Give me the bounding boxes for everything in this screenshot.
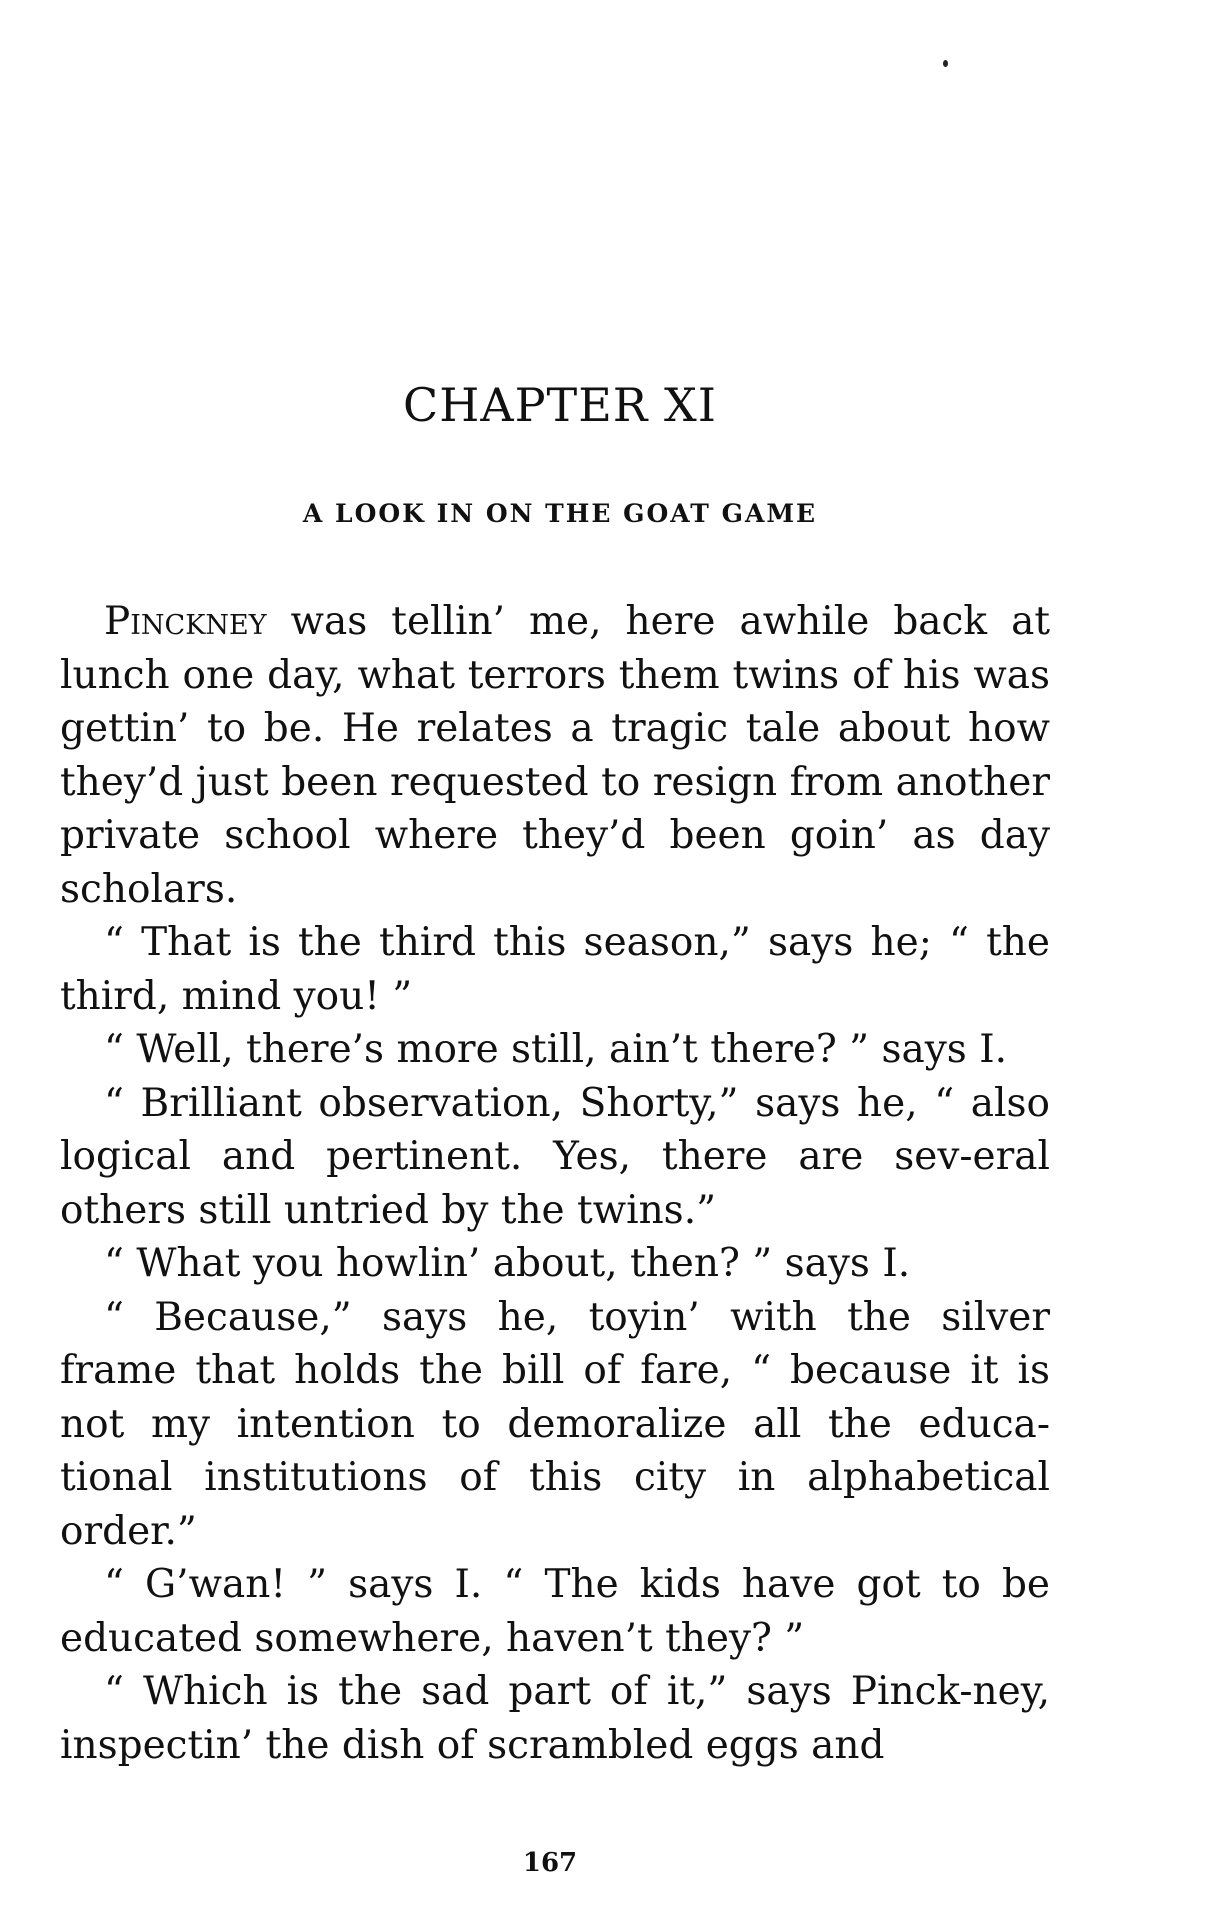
paragraph: “ What you howlin’ about, then? ” says I. (104, 1241, 911, 1286)
paragraph-lead-word: Pinckney (104, 599, 267, 644)
ink-speck (943, 60, 948, 67)
paragraph: “ That is the third this season,” says he; “ the third, mind you! ” (60, 920, 1050, 1019)
page-number: 167 (522, 1848, 578, 1878)
chapter-body (60, 595, 1050, 1772)
paragraph: “ Which is the sad part of it,” says Pinck-ney, inspectin’ the dish of scrambled eggs and (60, 1669, 1050, 1768)
paragraph-text: was tellin’ me, here awhile back at lunch one day, what terrors them twins of his was gettin’ to be. He relates a tragic tale about how they’d just been requested to resign from another private school where they’d been goin’ as day scholars. (60, 599, 1050, 912)
chapter-subtitle: A LOOK IN ON THE GOAT GAME (302, 499, 818, 528)
paragraph: “ Well, there’s more still, ain’t there? ” says I. (104, 1027, 1007, 1072)
paragraph: “ G’wan! ” says I. “ The kids have got to be educated somewhere, haven’t they? ” (60, 1562, 1050, 1661)
chapter-title: CHAPTER XI (403, 378, 717, 432)
paragraph (60, 595, 1050, 916)
paragraph: “ Because,” says he, toyin’ with the silver frame that holds the bill of fare, “ because it is not my intention to demoralize all the educa-tional institutions of this city in alphabetical order.” (60, 1294, 1050, 1554)
paragraph: “ Brilliant observation, Shorty,” says he, “ also logical and pertinent. Yes, there are sev-eral others still untried by the twins.” (60, 1080, 1050, 1233)
